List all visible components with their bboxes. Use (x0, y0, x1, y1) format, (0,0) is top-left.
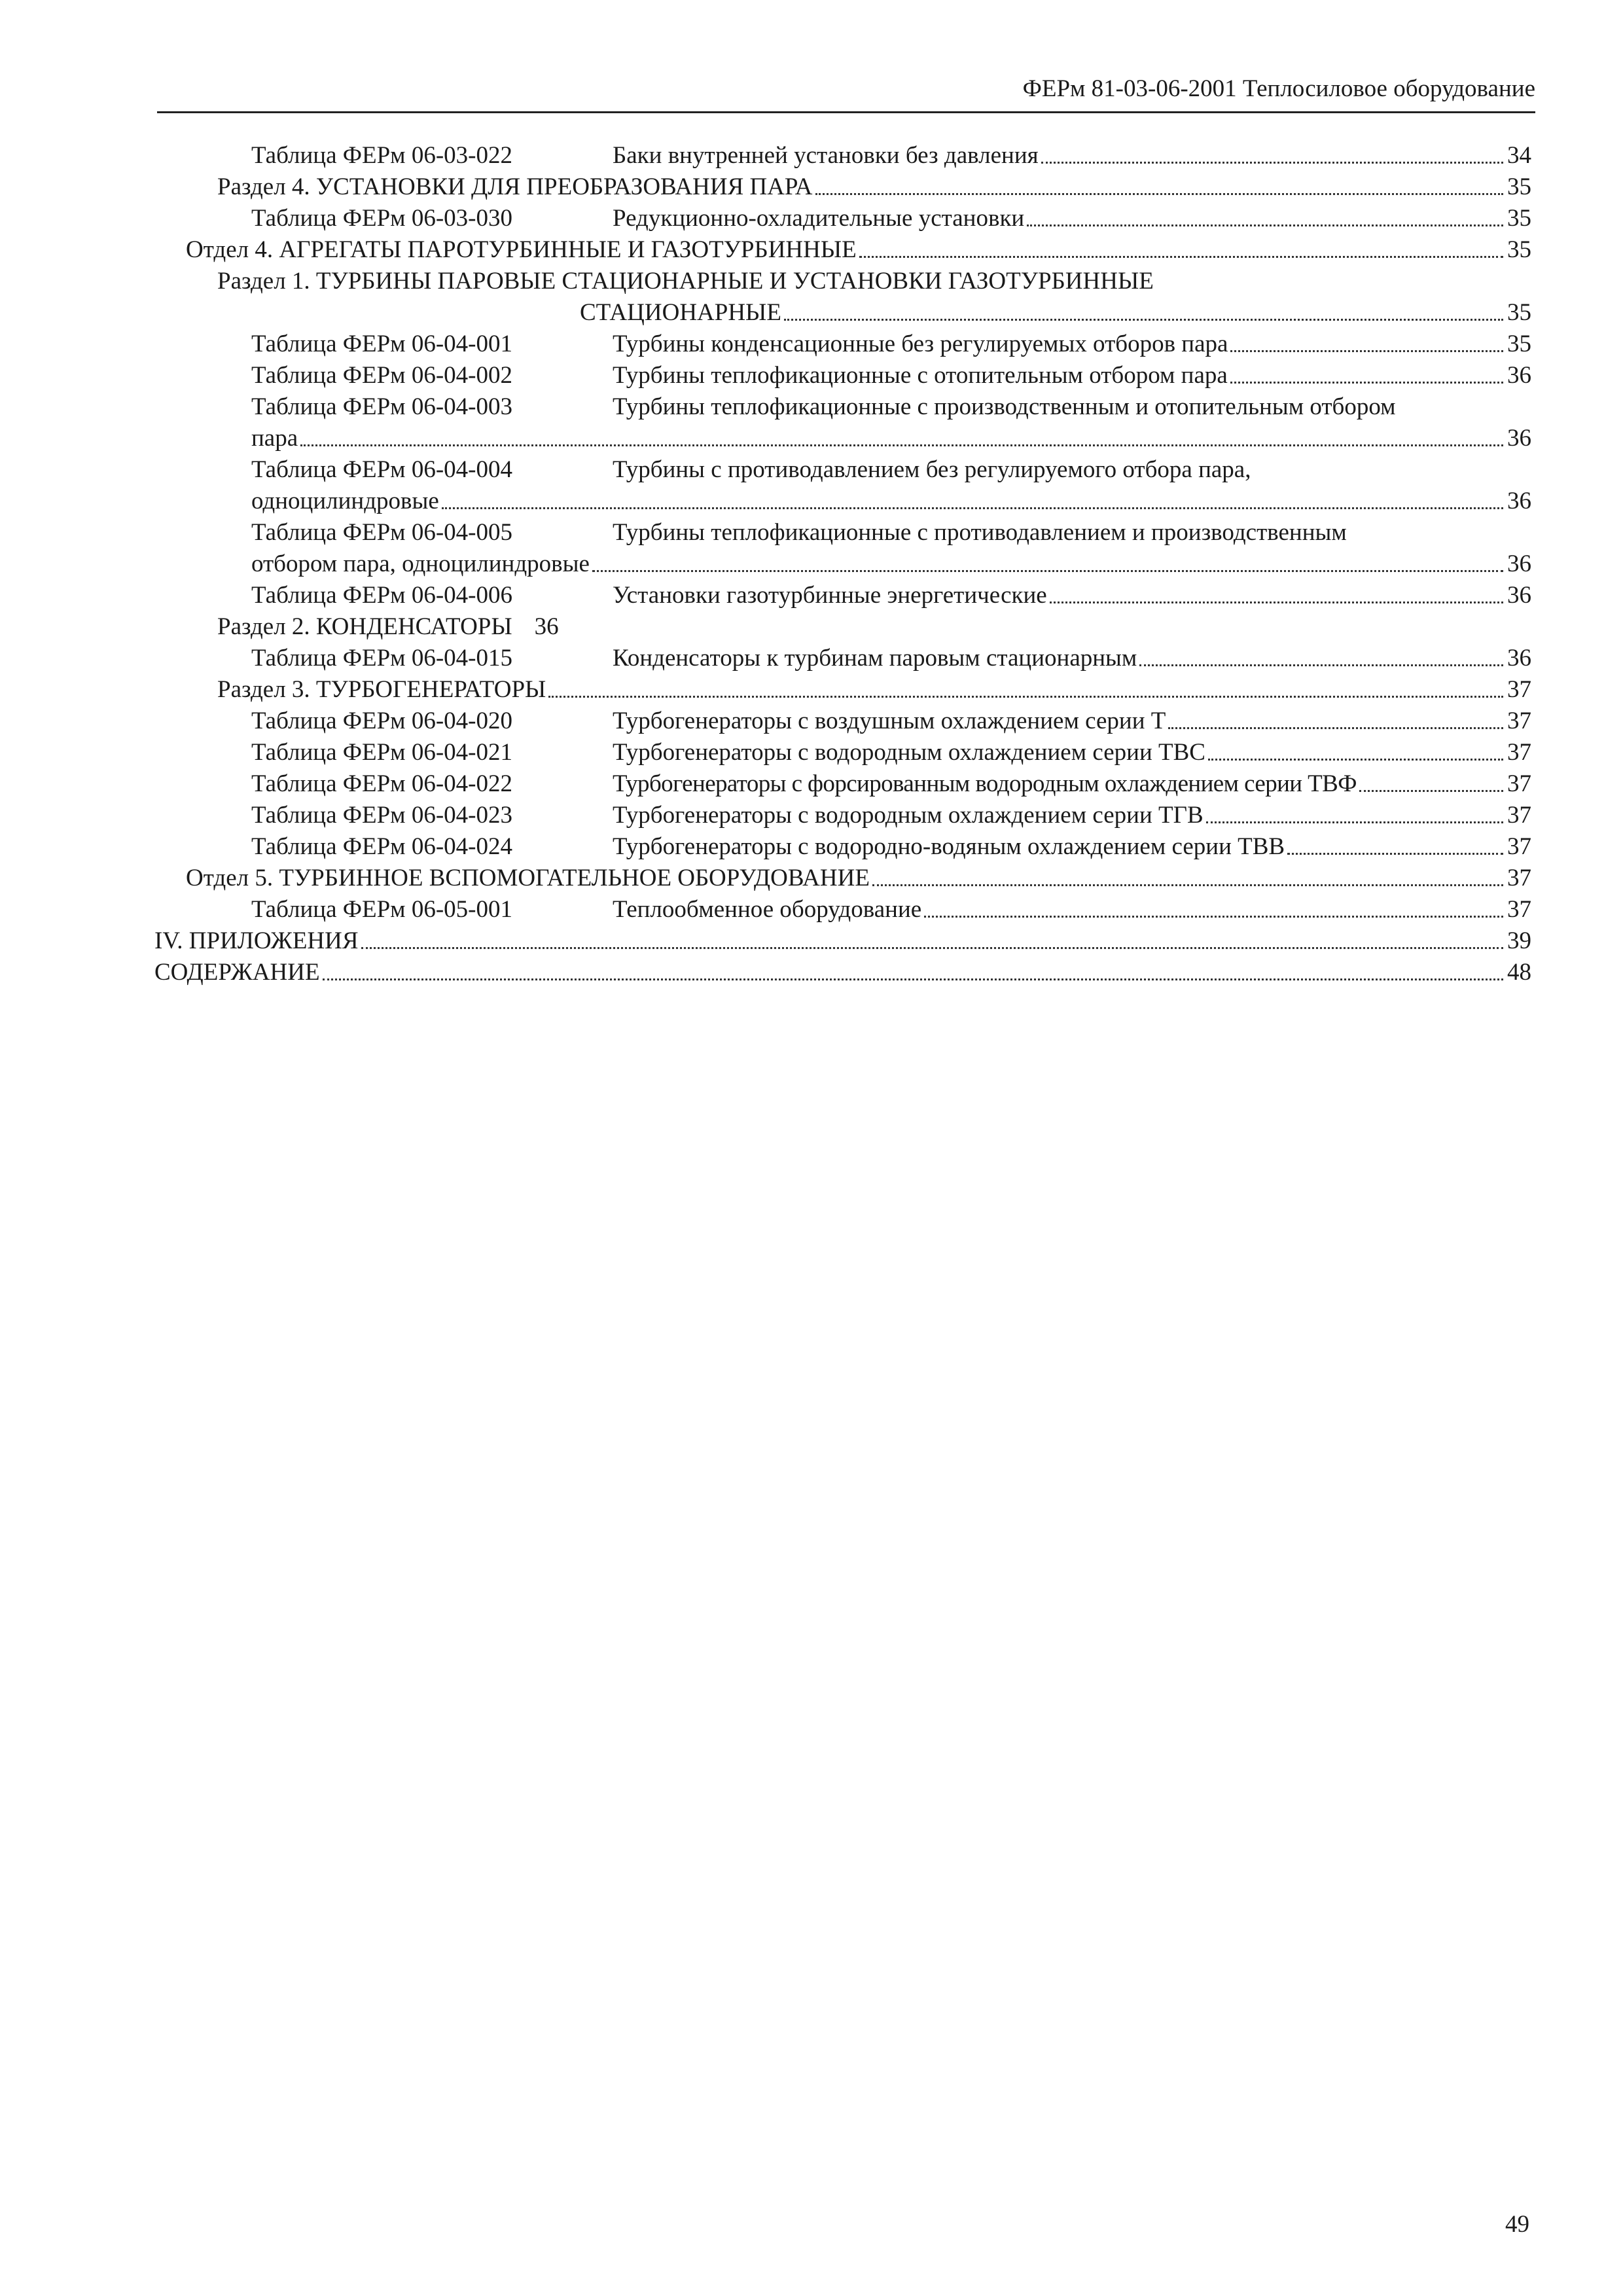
toc-table-code: Таблица ФЕРм 06-04-015 (251, 645, 512, 672)
toc-entry[interactable] (186, 863, 1531, 894)
toc-entry-line1[interactable] (251, 454, 1251, 486)
toc-entry-title: Турбогенераторы с водородно-водяным охлаждением серии ТВВ (613, 833, 1285, 860)
toc-page-number: 37 (1507, 896, 1531, 923)
toc-table-code: Таблица ФЕРм 06-04-003 (251, 393, 512, 420)
toc-page-number: 35 (1507, 299, 1531, 326)
dot-leader (1285, 831, 1507, 863)
toc-section-title: Раздел 2. КОНДЕНСАТОРЫ (217, 613, 512, 640)
toc-entry-title: Теплообменное оборудование (613, 896, 922, 923)
toc-division-title: Отдел 4. АГРЕГАТЫ ПАРОТУРБИННЫЕ И ГАЗОТУРБИННЫЕ (186, 236, 857, 263)
toc-table-code: Таблица ФЕРм 06-05-001 (251, 896, 512, 923)
dot-leader (1039, 140, 1507, 171)
dot-leader (1204, 800, 1507, 831)
toc-page-number: 37 (1507, 833, 1531, 860)
toc-entry-title-cont: одноцилиндровые (251, 488, 439, 514)
toc-page-number: 36 (1507, 362, 1531, 389)
toc-entry-title-cont: отбором пара, одноцилиндровые (251, 550, 590, 577)
dot-leader (439, 486, 1507, 517)
dot-leader (857, 234, 1507, 266)
toc-entry[interactable] (251, 768, 1531, 800)
toc-entry[interactable] (251, 831, 1531, 863)
toc-entry[interactable] (217, 674, 1531, 706)
toc-entry[interactable] (251, 140, 1531, 171)
toc-entry[interactable] (154, 925, 1531, 957)
toc-section-title: Раздел 3. ТУРБОГЕНЕРАТОРЫ (217, 676, 546, 703)
toc-entry[interactable] (251, 203, 1531, 234)
toc-page-number: 35 (1507, 331, 1531, 357)
toc-page-number: 36 (1507, 550, 1531, 577)
toc-table-code: Таблица ФЕРм 06-04-004 (251, 456, 512, 483)
toc-page-number: 36 (1507, 488, 1531, 514)
toc-division-title: Отдел 5. ТУРБИННОЕ ВСПОМОГАТЕЛЬНОЕ ОБОРУДОВАНИЕ (186, 865, 870, 891)
toc-table-code: Таблица ФЕРм 06-04-006 (251, 582, 512, 609)
toc-entry-title: Турбины теплофикационные с отопительным отбором пара (613, 362, 1228, 389)
dot-leader (781, 297, 1507, 329)
dot-leader (1024, 203, 1507, 234)
dot-leader (1228, 360, 1507, 391)
toc-entry[interactable] (251, 580, 1531, 611)
dot-leader (870, 863, 1507, 894)
dot-leader (1047, 580, 1507, 611)
dot-leader (590, 548, 1507, 580)
dot-leader (1166, 706, 1507, 737)
toc-section-title-line1[interactable]: Раздел 1. ТУРБИНЫ ПАРОВЫЕ СТАЦИОНАРНЫЕ И УСТАНОВКИ ГАЗОТУРБИННЫЕ (217, 268, 1154, 295)
toc-page-number: 48 (1507, 959, 1531, 986)
toc-table-code: Таблица ФЕРм 06-04-024 (251, 833, 512, 860)
dot-leader (1357, 768, 1507, 800)
dot-leader (359, 925, 1507, 957)
toc-page-number: 39 (1507, 927, 1531, 954)
toc-table-code: Таблица ФЕРм 06-04-002 (251, 362, 512, 389)
toc-entry[interactable] (251, 360, 1531, 391)
toc-page-number: 37 (1507, 865, 1531, 891)
toc-part-title: IV. ПРИЛОЖЕНИЯ (154, 927, 359, 954)
toc-page-number: 36 (534, 613, 559, 640)
toc-entry-title: Турбогенераторы с водородным охлаждением серии ТВС (613, 739, 1205, 766)
dot-leader (546, 674, 1507, 706)
toc-entry[interactable] (251, 800, 1531, 831)
toc-page-number: 35 (1507, 205, 1531, 232)
toc-entry[interactable] (251, 643, 1531, 674)
toc-entry-title: Турбогенераторы с воздушным охлаждением серии Т (613, 708, 1166, 734)
toc-entry-title: Турбины теплофикационные с противодавлением и производственным (613, 519, 1347, 546)
dot-leader (1228, 329, 1507, 360)
toc-page-number: 36 (1507, 645, 1531, 672)
toc-page-number: 35 (1507, 236, 1531, 263)
toc-entry[interactable] (186, 234, 1531, 266)
toc-entry[interactable] (217, 611, 559, 643)
toc-table-code: Таблица ФЕРм 06-04-023 (251, 802, 512, 829)
toc-entry-title: Турбогенераторы с водородным охлаждением серии ТГВ (613, 802, 1204, 829)
dot-leader (320, 957, 1507, 988)
toc-entry[interactable] (251, 423, 1531, 454)
toc-entry-title: Турбины конденсационные без регулируемых отборов пара (613, 331, 1228, 357)
toc-table-code: Таблица ФЕРм 06-03-030 (251, 205, 512, 232)
dot-leader (1205, 737, 1507, 768)
toc-entry-title: Турбины теплофикационные с производственным и отопительным отбором (613, 393, 1396, 420)
toc-entry-title: Редукционно-охладительные установки (613, 205, 1025, 232)
toc-entry-title: Конденсаторы к турбинам паровым стационарным (613, 645, 1137, 672)
toc-page-number: 37 (1507, 708, 1531, 734)
toc-table-code: Таблица ФЕРм 06-03-022 (251, 142, 512, 169)
toc-table-code: Таблица ФЕРм 06-04-022 (251, 770, 512, 797)
dot-leader (813, 171, 1508, 203)
toc-page-number: 37 (1507, 739, 1531, 766)
dot-leader (1137, 643, 1507, 674)
toc-entry-title-cont: пара (251, 425, 298, 452)
toc-section-title-line2: СТАЦИОНАРНЫЕ (580, 299, 781, 326)
toc-entry-title: Турбогенераторы с форсированным водородным охлаждением серии ТВФ (613, 770, 1357, 797)
toc-entry[interactable] (251, 329, 1531, 360)
toc-entry[interactable] (251, 894, 1531, 925)
dot-leader (921, 894, 1507, 925)
toc-page-number: 35 (1507, 173, 1531, 200)
toc-entry[interactable] (251, 706, 1531, 737)
dot-leader (298, 423, 1507, 454)
toc-page-number: 37 (1507, 770, 1531, 797)
toc-page-number: 37 (1507, 802, 1531, 829)
toc-entry[interactable] (251, 737, 1531, 768)
toc-page-number: 36 (1507, 425, 1531, 452)
toc-entry-title: Баки внутренней установки без давления (613, 142, 1039, 169)
toc-entry-title: Установки газотурбинные энергетические (613, 582, 1047, 609)
toc-entry[interactable] (251, 486, 1531, 517)
toc-section-title: Раздел 4. УСТАНОВКИ ДЛЯ ПРЕОБРАЗОВАНИЯ ПАРА (217, 173, 813, 200)
toc-table-code: Таблица ФЕРм 06-04-001 (251, 331, 512, 357)
toc-entry-line1[interactable] (251, 391, 1396, 423)
toc-page-number: 37 (1507, 676, 1531, 703)
toc-entry-line1[interactable] (251, 517, 1347, 548)
page-number: 49 (1505, 2211, 1529, 2238)
toc-page-number: 36 (1507, 582, 1531, 609)
toc-page-number: 34 (1507, 142, 1531, 169)
running-title: ФЕРм 81-03-06-2001 Теплосиловое оборудование (1022, 75, 1535, 102)
toc-table-code: Таблица ФЕРм 06-04-020 (251, 708, 512, 734)
toc-entry[interactable] (251, 548, 1531, 580)
toc-entry[interactable] (217, 171, 1531, 203)
page-header (157, 73, 1535, 113)
toc-table-code: Таблица ФЕРм 06-04-021 (251, 739, 512, 766)
toc-part-title: СОДЕРЖАНИЕ (154, 959, 320, 986)
toc-entry-title: Турбины с противодавлением без регулируемого отбора пара, (613, 456, 1251, 483)
toc-entry[interactable] (580, 297, 1531, 329)
toc-entry[interactable] (154, 957, 1531, 988)
toc-table-code: Таблица ФЕРм 06-04-005 (251, 519, 512, 546)
